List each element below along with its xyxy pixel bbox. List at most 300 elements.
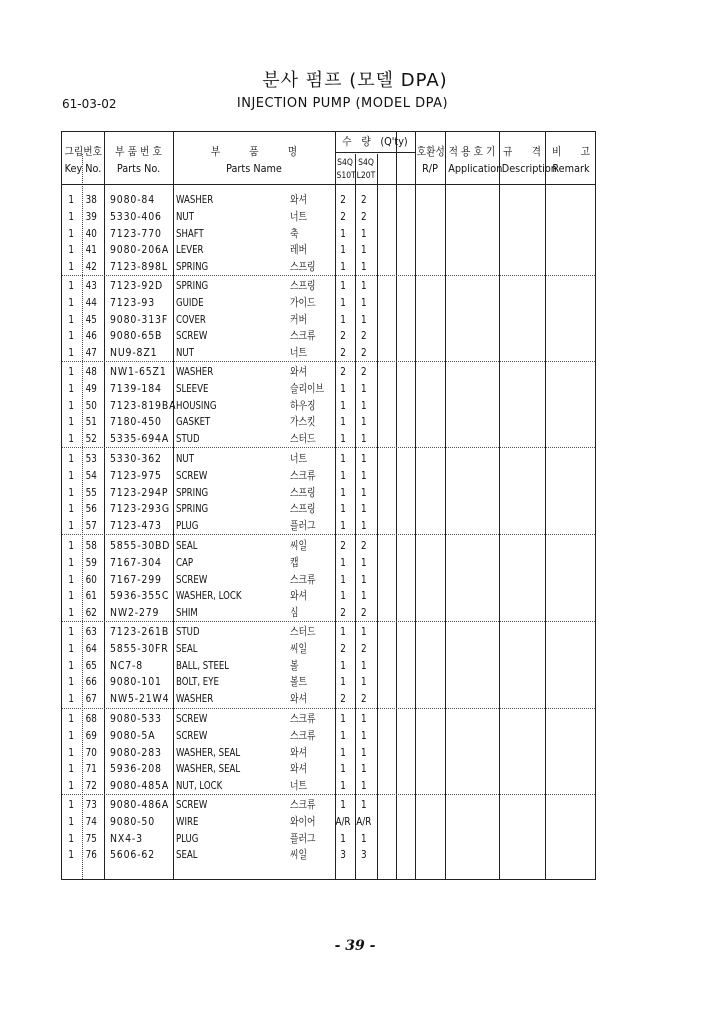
- cell-q1: 3: [340, 848, 346, 862]
- cell-name: SPRING: [176, 279, 209, 292]
- cell-name: WASHER: [176, 692, 214, 706]
- parts-table: [61, 131, 596, 880]
- cell-part: NU9-8Z1: [110, 346, 158, 360]
- table-row: [62, 225, 597, 242]
- cell-no: 50: [85, 398, 97, 412]
- cell-ko: 스크류: [290, 712, 316, 725]
- page-number: - 39 -: [334, 938, 376, 954]
- cell-ko: 와셔: [290, 692, 308, 706]
- cell-key: 1: [68, 728, 74, 742]
- table-row: [62, 710, 597, 727]
- cell-name: PLUG: [176, 831, 199, 845]
- cell-q1: 1: [340, 658, 346, 672]
- cell-ko: 캡: [290, 555, 299, 569]
- cell-name: LEVER: [176, 243, 204, 257]
- cell-q2: 2: [361, 641, 367, 655]
- cell-part: 7180-450: [110, 415, 162, 429]
- cell-no: 60: [85, 572, 97, 586]
- cell-name: COVER: [176, 312, 206, 326]
- cell-no: 52: [85, 432, 97, 446]
- cell-key: 1: [68, 814, 74, 828]
- cell-no: 53: [85, 452, 97, 465]
- cell-key: 1: [68, 692, 74, 706]
- cell-q2: 1: [361, 398, 367, 412]
- cell-name: NUT: [176, 346, 194, 360]
- cell-no: 61: [85, 589, 97, 603]
- cell-key: 1: [68, 432, 74, 446]
- cell-no: 68: [85, 712, 97, 725]
- cell-key: 1: [68, 502, 74, 516]
- cell-part: 7167-299: [110, 572, 162, 586]
- cell-ko: 씨일: [290, 641, 308, 655]
- cell-part: 5335-694A: [110, 432, 170, 446]
- cell-part: 9080-486A: [110, 798, 170, 811]
- table-row: [62, 484, 597, 501]
- cell-q1: 2: [340, 193, 346, 206]
- cell-no: 71: [85, 762, 97, 776]
- cell-key: 1: [68, 452, 74, 465]
- cell-key: 1: [68, 243, 74, 257]
- cell-no: 66: [85, 675, 97, 689]
- cell-part: 9080-313F: [110, 312, 169, 326]
- cell-ko: 가이드: [290, 295, 316, 309]
- cell-ko: 스터드: [290, 432, 316, 446]
- cell-q1: 2: [340, 641, 346, 655]
- cell-name: PLUG: [176, 519, 199, 533]
- table-row: [62, 311, 597, 328]
- cell-q1: 2: [340, 692, 346, 706]
- table-row: [62, 450, 597, 467]
- cell-name: SHIM: [176, 606, 198, 620]
- cell-no: 48: [85, 365, 97, 378]
- table-row: [62, 760, 597, 777]
- cell-q2: 1: [361, 745, 367, 759]
- cell-name: SCREW: [176, 728, 208, 742]
- cell-q2: 2: [361, 193, 367, 206]
- cell-ko: 볼: [290, 658, 299, 672]
- cell-ko: 너트: [290, 779, 308, 793]
- cell-q1: 1: [340, 502, 346, 516]
- cell-part: 7123-93: [110, 295, 156, 309]
- cell-key: 1: [68, 831, 74, 845]
- cell-part: NW2-279: [110, 606, 160, 620]
- cell-q2: 2: [361, 346, 367, 360]
- cell-name: WASHER, LOCK: [176, 589, 242, 603]
- cell-q2: 1: [361, 432, 367, 446]
- cell-part: 9080-65B: [110, 329, 163, 343]
- cell-q2: 1: [361, 485, 367, 499]
- cell-part: NX4-3: [110, 831, 143, 845]
- cell-q1: 1: [340, 589, 346, 603]
- cell-no: 69: [85, 728, 97, 742]
- cell-no: 42: [85, 260, 97, 274]
- cell-name: WASHER: [176, 365, 214, 378]
- table-row: [62, 430, 597, 447]
- cell-q1: 1: [340, 381, 346, 395]
- cell-q2: 2: [361, 606, 367, 620]
- cell-part: 9080-5A: [110, 728, 156, 742]
- cell-no: 45: [85, 312, 97, 326]
- cell-part: 7123-92D: [110, 279, 164, 292]
- cell-q1: 1: [340, 519, 346, 533]
- cell-q1: 1: [340, 798, 346, 811]
- cell-no: 58: [85, 539, 97, 552]
- cell-no: 40: [85, 226, 97, 240]
- cell-name: SEAL: [176, 848, 198, 862]
- cell-ko: 스프링: [290, 485, 316, 499]
- table-row: [62, 380, 597, 397]
- col-application-en: Application: [448, 162, 503, 175]
- cell-name: NUT, LOCK: [176, 779, 223, 793]
- cell-key: 1: [68, 848, 74, 862]
- cell-ko: 스터드: [290, 625, 316, 638]
- cell-q1: 1: [340, 432, 346, 446]
- title-english: INJECTION PUMP (MODEL DPA): [236, 96, 449, 111]
- cell-key: 1: [68, 346, 74, 360]
- cell-key: 1: [68, 398, 74, 412]
- col-rp-en: R/P: [422, 162, 438, 175]
- cell-ko: 레버: [290, 243, 308, 257]
- cell-key: 1: [68, 226, 74, 240]
- cell-q2: 1: [361, 452, 367, 465]
- cell-no: 59: [85, 555, 97, 569]
- cell-key: 1: [68, 519, 74, 533]
- table-row: [62, 500, 597, 517]
- col-application-ko: 적 용 호 기: [448, 145, 496, 158]
- cell-no: 51: [85, 415, 97, 429]
- table-row: [62, 657, 597, 674]
- cell-name: CAP: [176, 555, 194, 569]
- cell-key: 1: [68, 745, 74, 759]
- cell-part: 9080-485A: [110, 779, 170, 793]
- cell-key: 1: [68, 381, 74, 395]
- cell-q2: 2: [361, 209, 367, 223]
- cell-ko: 스크류: [290, 329, 316, 343]
- cell-q1: 1: [340, 398, 346, 412]
- cell-ko: 스크류: [290, 728, 316, 742]
- cell-q1: 1: [340, 712, 346, 725]
- cell-name: BOLT, EYE: [176, 675, 219, 689]
- col-name-ko: 부 품 명: [210, 145, 298, 158]
- cell-q2: 1: [361, 798, 367, 811]
- table-row: [62, 571, 597, 588]
- cell-key: 1: [68, 415, 74, 429]
- cell-part: 5330-362: [110, 452, 162, 465]
- table-row: [62, 537, 597, 554]
- group-separator: [62, 361, 595, 362]
- cell-q1: 2: [340, 365, 346, 378]
- table-row: [62, 813, 597, 830]
- cell-q2: 1: [361, 762, 367, 776]
- cell-no: 41: [85, 243, 97, 257]
- cell-part: 7123-473: [110, 519, 162, 533]
- cell-ko: 스프링: [290, 260, 316, 274]
- cell-q1: 2: [340, 606, 346, 620]
- cell-q2: 2: [361, 692, 367, 706]
- cell-q2: 1: [361, 502, 367, 516]
- cell-key: 1: [68, 675, 74, 689]
- cell-no: 76: [85, 848, 97, 862]
- cell-key: 1: [68, 485, 74, 499]
- cell-no: 44: [85, 295, 97, 309]
- table-row: [62, 191, 597, 208]
- cell-q1: 2: [340, 329, 346, 343]
- col-remark-ko: 비 고: [551, 145, 591, 158]
- cell-q1: 1: [340, 226, 346, 240]
- cell-key: 1: [68, 295, 74, 309]
- cell-part: 7123-261B: [110, 625, 170, 638]
- cell-ko: 플러그: [290, 831, 316, 845]
- cell-name: HOUSING: [176, 398, 217, 412]
- col-key-ko: 그림번호: [64, 145, 102, 158]
- cell-ko: 와셔: [290, 762, 308, 776]
- cell-part: 9080-206A: [110, 243, 170, 257]
- cell-part: 5936-208: [110, 762, 162, 776]
- cell-name: SPRING: [176, 260, 209, 274]
- header-bottom-rule: [62, 184, 595, 185]
- cell-q2: 1: [361, 589, 367, 603]
- cell-key: 1: [68, 658, 74, 672]
- table-row: [62, 517, 597, 534]
- cell-ko: 와셔: [290, 589, 308, 603]
- cell-q1: 1: [340, 279, 346, 292]
- cell-key: 1: [68, 365, 74, 378]
- cell-key: 1: [68, 798, 74, 811]
- cell-part: 5936-355C: [110, 589, 170, 603]
- cell-key: 1: [68, 555, 74, 569]
- cell-no: 47: [85, 346, 97, 360]
- cell-name: SCREW: [176, 468, 208, 482]
- cell-q1: 1: [340, 485, 346, 499]
- table-row: [62, 673, 597, 690]
- cell-ko: 와셔: [290, 745, 308, 759]
- col-qty2-model: S4Q: [358, 158, 374, 168]
- cell-part: NC7-8: [110, 658, 144, 672]
- col-key-en: Key No.: [64, 162, 102, 175]
- group-separator: [62, 794, 595, 795]
- table-row: [62, 623, 597, 640]
- col-remark-en: Remark: [552, 162, 590, 175]
- cell-q1: 1: [340, 745, 346, 759]
- cell-q1: 1: [340, 452, 346, 465]
- cell-q1: 2: [340, 539, 346, 552]
- group-separator: [62, 534, 595, 535]
- cell-part: 7123-898L: [110, 260, 168, 274]
- cell-key: 1: [68, 589, 74, 603]
- cell-name: SCREW: [176, 329, 208, 343]
- cell-q2: 1: [361, 728, 367, 742]
- cell-q2: 2: [361, 539, 367, 552]
- cell-q2: 1: [361, 572, 367, 586]
- cell-q2: 2: [361, 329, 367, 343]
- cell-no: 57: [85, 519, 97, 533]
- cell-key: 1: [68, 762, 74, 776]
- cell-q1: 1: [340, 728, 346, 742]
- cell-no: 74: [85, 814, 97, 828]
- cell-key: 1: [68, 468, 74, 482]
- cell-no: 46: [85, 329, 97, 343]
- cell-part: 7123-770: [110, 226, 162, 240]
- table-row: [62, 258, 597, 275]
- cell-no: 39: [85, 209, 97, 223]
- table-row: [62, 554, 597, 571]
- table-row: [62, 796, 597, 813]
- cell-part: 7123-294P: [110, 485, 169, 499]
- cell-ko: 볼트: [290, 675, 308, 689]
- cell-ko: 스프링: [290, 279, 316, 292]
- cell-q2: 1: [361, 468, 367, 482]
- table-row: [62, 208, 597, 225]
- cell-no: 38: [85, 193, 97, 206]
- cell-part: 5606-62: [110, 848, 156, 862]
- col-description-en: Description: [501, 162, 557, 175]
- cell-ko: 가스킷: [290, 415, 316, 429]
- cell-name: WASHER, SEAL: [176, 745, 241, 759]
- cell-ko: 하우징: [290, 398, 316, 412]
- cell-name: SLEEVE: [176, 381, 209, 395]
- cell-part: 7123-293G: [110, 502, 170, 516]
- cell-q1: 1: [340, 572, 346, 586]
- cell-no: 67: [85, 692, 97, 706]
- cell-q2: 1: [361, 381, 367, 395]
- table-row: [62, 846, 597, 863]
- cell-no: 75: [85, 831, 97, 845]
- cell-part: 9080-50: [110, 814, 156, 828]
- cell-q2: 3: [361, 848, 367, 862]
- cell-key: 1: [68, 193, 74, 206]
- table-row: [62, 604, 597, 621]
- cell-key: 1: [68, 712, 74, 725]
- cell-ko: 플러그: [290, 519, 316, 533]
- cell-q1: 1: [340, 415, 346, 429]
- cell-q1: 1: [340, 555, 346, 569]
- cell-q1: 2: [340, 346, 346, 360]
- cell-name: SPRING: [176, 502, 209, 516]
- cell-q2: 1: [361, 625, 367, 638]
- cell-part: 7167-304: [110, 555, 162, 569]
- table-row: [62, 241, 597, 258]
- cell-ko: 축: [290, 226, 299, 240]
- cell-no: 63: [85, 625, 97, 638]
- cell-name: SCREW: [176, 712, 208, 725]
- cell-q2: 1: [361, 295, 367, 309]
- cell-no: 70: [85, 745, 97, 759]
- cell-no: 62: [85, 606, 97, 620]
- cell-q2: 1: [361, 279, 367, 292]
- cell-q1: 2: [340, 209, 346, 223]
- table-row: [62, 587, 597, 604]
- cell-no: 43: [85, 279, 97, 292]
- cell-key: 1: [68, 260, 74, 274]
- cell-no: 64: [85, 641, 97, 655]
- cell-ko: 와이어: [290, 814, 316, 828]
- cell-ko: 너트: [290, 452, 308, 465]
- table-row: [62, 467, 597, 484]
- cell-q1: 1: [340, 295, 346, 309]
- cell-no: 73: [85, 798, 97, 811]
- cell-ko: 씨일: [290, 539, 308, 552]
- col-rp-ko: 호환성: [416, 145, 445, 158]
- col-qty1-variant: S10T: [336, 171, 356, 181]
- cell-name: NUT: [176, 209, 194, 223]
- cell-name: SEAL: [176, 539, 198, 552]
- table-row: [62, 690, 597, 707]
- cell-q2: 2: [361, 365, 367, 378]
- cell-part: 9080-101: [110, 675, 162, 689]
- cell-part: 9080-533: [110, 712, 162, 725]
- cell-q2: 1: [361, 658, 367, 672]
- table-row: [62, 397, 597, 414]
- cell-ko: 씨일: [290, 848, 308, 862]
- cell-no: 72: [85, 779, 97, 793]
- cell-key: 1: [68, 625, 74, 638]
- cell-ko: 커버: [290, 312, 308, 326]
- cell-part: 7139-184: [110, 381, 162, 395]
- document-number: 61-03-02: [62, 97, 117, 111]
- cell-part: NW5-21W4: [110, 692, 170, 706]
- col-name-en: Parts Name: [226, 162, 282, 175]
- cell-ko: 스크류: [290, 798, 316, 811]
- cell-name: STUD: [176, 625, 200, 638]
- cell-q1: 1: [340, 312, 346, 326]
- cell-key: 1: [68, 606, 74, 620]
- cell-name: STUD: [176, 432, 200, 446]
- cell-ko: 심: [290, 606, 299, 620]
- cell-q2: 1: [361, 831, 367, 845]
- cell-ko: 슬리이브: [290, 381, 325, 395]
- cell-part: 7123-975: [110, 468, 162, 482]
- cell-no: 65: [85, 658, 97, 672]
- col-description-ko: 규 격: [502, 145, 542, 158]
- cell-q2: 1: [361, 243, 367, 257]
- table-row: [62, 294, 597, 311]
- table-row: [62, 344, 597, 361]
- title-korean: 분사 펌프 (모델 DPA): [262, 70, 448, 91]
- cell-ko: 와셔: [290, 193, 308, 206]
- table-row: [62, 777, 597, 794]
- cell-name: NUT: [176, 452, 194, 465]
- table-row: [62, 744, 597, 761]
- cell-no: 55: [85, 485, 97, 499]
- cell-q1: 1: [340, 243, 346, 257]
- cell-name: SEAL: [176, 641, 198, 655]
- group-separator: [62, 275, 595, 276]
- cell-q1: 1: [340, 625, 346, 638]
- cell-name: SCREW: [176, 798, 208, 811]
- cell-ko: 너트: [290, 209, 308, 223]
- cell-key: 1: [68, 209, 74, 223]
- cell-name: SPRING: [176, 485, 209, 499]
- cell-q2: 1: [361, 555, 367, 569]
- cell-q2: 1: [361, 226, 367, 240]
- cell-q1: 1: [340, 779, 346, 793]
- cell-key: 1: [68, 539, 74, 552]
- cell-name: BALL, STEEL: [176, 658, 230, 672]
- cell-q2: 1: [361, 675, 367, 689]
- cell-name: GASKET: [176, 415, 211, 429]
- table-row: [62, 727, 597, 744]
- cell-ko: 너트: [290, 346, 308, 360]
- cell-ko: 와셔: [290, 365, 308, 378]
- table-row: [62, 277, 597, 294]
- cell-part: 5855-30FR: [110, 641, 169, 655]
- cell-q1: 1: [340, 675, 346, 689]
- cell-q2: 1: [361, 415, 367, 429]
- cell-q1: 1: [340, 762, 346, 776]
- col-partno-en: Parts No.: [116, 162, 161, 175]
- cell-no: 56: [85, 502, 97, 516]
- cell-name: SCREW: [176, 572, 208, 586]
